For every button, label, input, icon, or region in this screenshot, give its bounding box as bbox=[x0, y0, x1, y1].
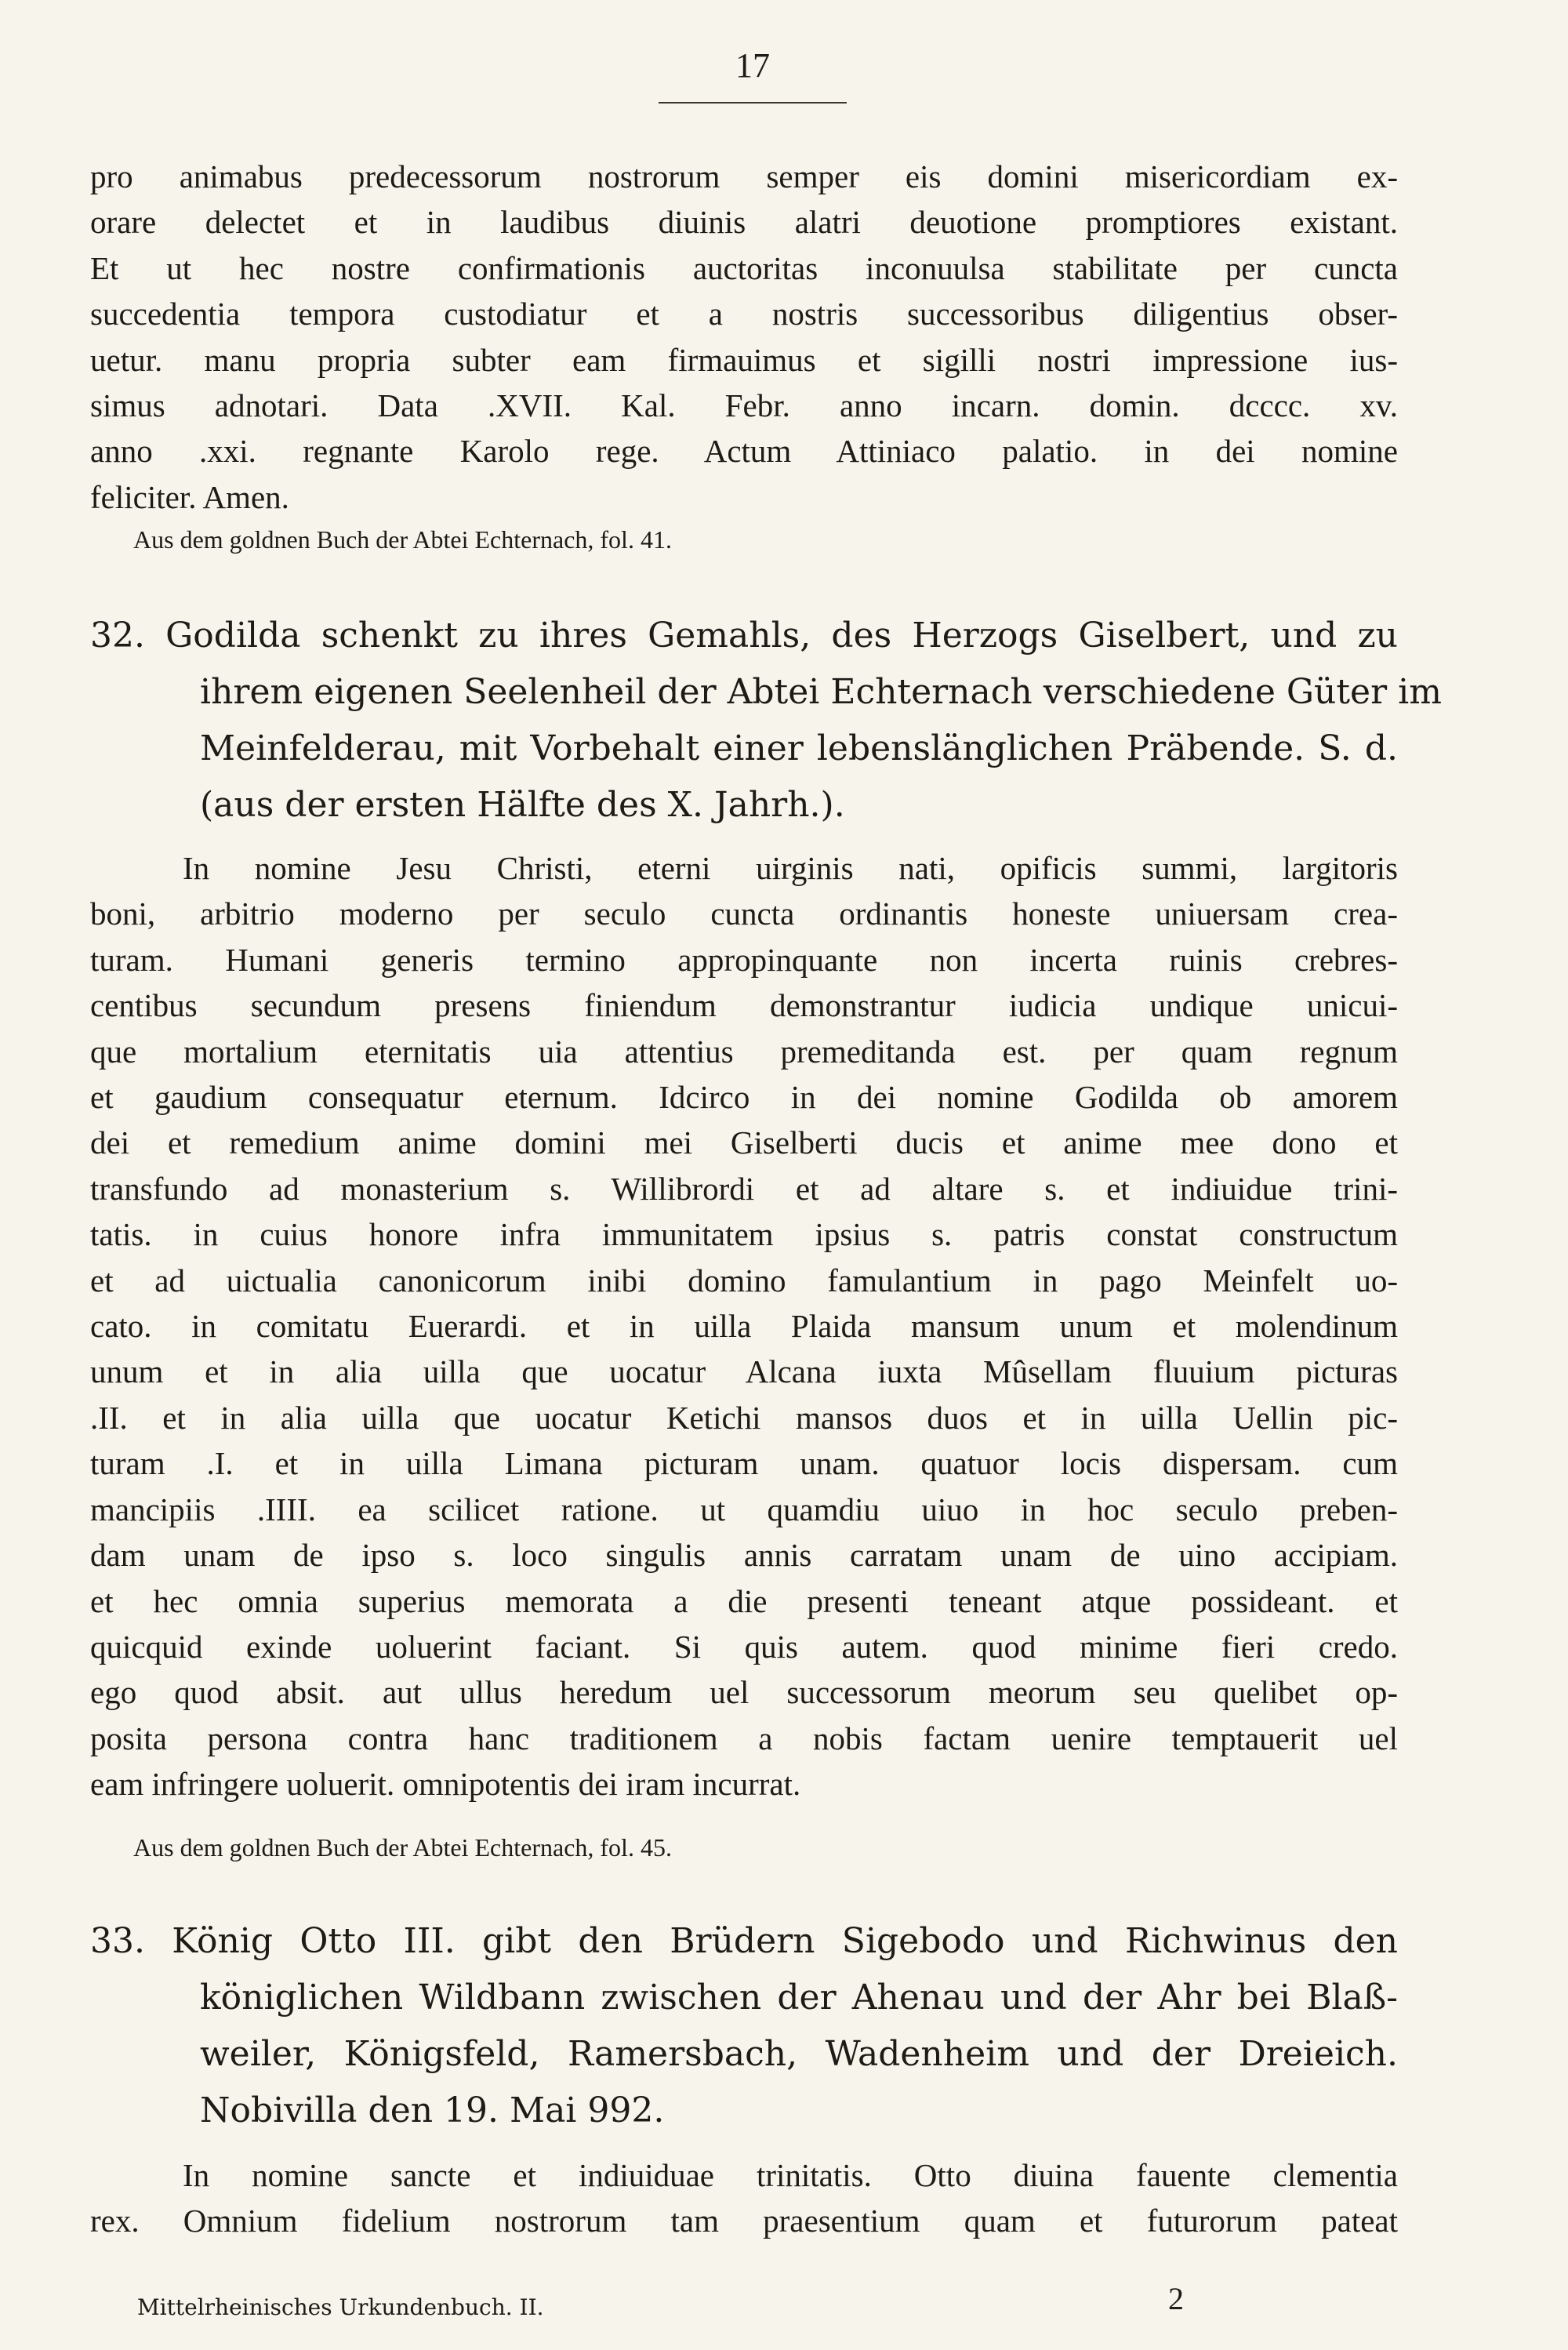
text-line: dam unam de ipso s. loco singulis annis carratam unam de uino accipiam. bbox=[90, 1537, 1398, 1574]
text-line: tatis. in cuius honore infra immunitatem ipsius s. patris constat constructum bbox=[90, 1216, 1398, 1253]
document-body-33 bbox=[90, 2152, 1398, 2244]
text-line: anno .xxi. regnante Karolo rege. Actum Attiniaco palatio. in dei nomine bbox=[90, 433, 1398, 470]
text-line: .II. et in alia uilla que uocatur Ketichi mansos duos et in uilla Uellin pic- bbox=[90, 1399, 1398, 1436]
text-line: et hec omnia superius memorata a die presenti teneant atque possideant. et bbox=[90, 1582, 1398, 1619]
text-line: rex. Omnium fidelium nostrorum tam praesentium quam et futurorum pateat bbox=[90, 2203, 1398, 2239]
text-line: centibus secundum presens finiendum demonstrantur iudicia undique unicui- bbox=[90, 987, 1398, 1024]
text-line: unum et in alia uilla que uocatur Alcana iuxta Mûsellam fluuium picturas bbox=[90, 1353, 1398, 1390]
heading-line: Nobivilla den 19. Mai 992. bbox=[200, 2090, 665, 2130]
text-line: pro animabus predecessorum nostrorum semper eis domini misericordiam ex- bbox=[90, 158, 1398, 194]
text-line: turam .I. et in uilla Limana picturam unam. quatuor locis dispersam. cum bbox=[90, 1445, 1398, 1482]
text-line: simus adnotari. Data .XVII. Kal. Febr. anno incarn. domin. dcccc. xv. bbox=[90, 387, 1398, 424]
text-line: In nomine sancte et indiuiduae trinitatis. Otto diuina fauente clementia bbox=[183, 2157, 1398, 2193]
heading-line: ihrem eigenen Seelenheil der Abtei Echternach verschiedene Güter im bbox=[200, 672, 1442, 712]
text-line: quicquid exinde uoluerint faciant. Si quis autem. quod minime fieri credo. bbox=[90, 1628, 1398, 1665]
source-note: Aus dem goldnen Buch der Abtei Echternach, fol. 41. bbox=[133, 525, 672, 554]
document-heading-32 bbox=[90, 608, 1442, 834]
heading-line: königlichen Wildbann zwischen der Ahenau und der Ahr bei Blaß- bbox=[200, 1978, 1398, 2018]
document-body-32 bbox=[90, 845, 1398, 1807]
text-line: ego quod absit. aut ullus heredum uel successorum meorum seu quelibet op- bbox=[90, 1674, 1398, 1711]
text-line: orare delectet et in laudibus diuinis alatri deuotione promptiores existant. bbox=[90, 204, 1398, 241]
text-line: et ad uictualia canonicorum inibi domino famulantium in pago Meinfelt uo- bbox=[90, 1262, 1398, 1298]
text-line: eam infringere uoluerit. omnipotentis dei iram incurrat. bbox=[90, 1766, 801, 1803]
text-line: et gaudium consequatur eternum. Idcirco in dei nomine Godilda ob amorem bbox=[90, 1079, 1398, 1116]
text-line: succedentia tempora custodiatur et a nostris successoribus diligentius obser- bbox=[90, 296, 1398, 332]
text-line: Et ut hec nostre confirmationis auctoritas inconuulsa stabilitate per cuncta bbox=[90, 249, 1398, 286]
heading-line: Meinfelderau, mit Vorbehalt einer lebenslänglichen Präbende. S. d. bbox=[200, 728, 1398, 768]
page-number-rule bbox=[659, 102, 847, 104]
text-line: que mortalium eternitatis uia attentius premeditanda est. per quam regnum bbox=[90, 1033, 1398, 1070]
page-number: 17 bbox=[735, 46, 770, 85]
footer-sheet-number: 2 bbox=[1168, 2281, 1184, 2316]
heading-line: 33. König Otto III. gibt den Brüdern Sigebodo und Richwinus den bbox=[90, 1921, 1398, 1961]
text-line: mancipiis .IIII. ea scilicet ratione. ut quamdiu uiuo in hoc seculo preben- bbox=[90, 1491, 1398, 1527]
footer-signature: Mittelrheinisches Urkundenbuch. II. bbox=[137, 2294, 544, 2320]
document-heading-33 bbox=[90, 1913, 1398, 2139]
text-line: cato. in comitatu Euerardi. et in uilla Plaida mansum unum et molendinum bbox=[90, 1308, 1398, 1345]
text-line: In nomine Jesu Christi, eterni uirginis nati, opificis summi, largitoris bbox=[183, 850, 1398, 886]
source-note: Aus dem goldnen Buch der Abtei Echternach, fol. 45. bbox=[133, 1833, 672, 1861]
text-line: uetur. manu propria subter eam firmauimus et sigilli nostri impressione ius- bbox=[90, 341, 1398, 378]
text-line: dei et remedium anime domini mei Giselberti ducis et anime mee dono et bbox=[90, 1124, 1398, 1161]
heading-line: weiler, Königsfeld, Ramersbach, Wadenheim und der Dreieich. bbox=[200, 2034, 1398, 2074]
text-line: transfundo ad monasterium s. Willibrordi et ad altare s. et indiuidue trini- bbox=[90, 1170, 1398, 1207]
text-line: feliciter. Amen. bbox=[90, 478, 289, 515]
text-line: posita persona contra hanc traditionem a nobis factam uenire temptauerit uel bbox=[90, 1720, 1398, 1756]
text-line: boni, arbitrio moderno per seculo cuncta ordinantis honeste uniuersam crea- bbox=[90, 895, 1398, 932]
heading-line: 32. Godilda schenkt zu ihres Gemahls, des Herzogs Giselbert, und zu bbox=[90, 616, 1398, 656]
text-line: turam. Humani generis termino appropinquante non incerta ruinis crebres- bbox=[90, 941, 1398, 978]
heading-line: (aus der ersten Hälfte des X. Jahrh.). bbox=[200, 785, 845, 825]
intro-paragraph bbox=[90, 154, 1398, 520]
